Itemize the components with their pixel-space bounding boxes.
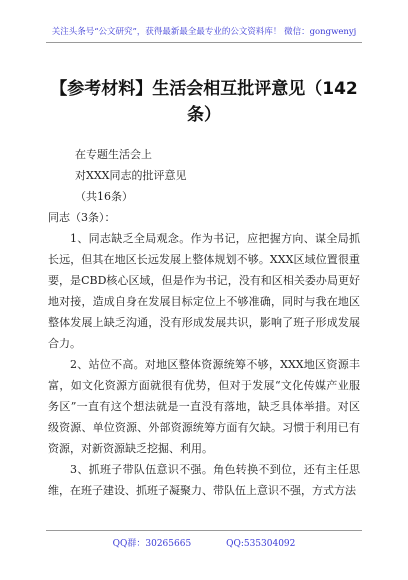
intro-line-meeting: 在专题生活会上: [75, 148, 152, 161]
paragraph-3: 3、抓班子带队伍意识不强。角色转换不到位，还有主任思维，在班子建设、抓班子凝聚力、带队伍上意识不强，方式方法: [48, 463, 360, 497]
paragraph-2: 2、站位不高。对地区整体资源统筹不够，XXX地区资源丰富，如文化资源方面就很有优势，但对于发展“文化传媒产业服务区”一直有这个想法就是一直没有落地，缺乏具体举措。对区级资源、单位资源、外部资源统筹方面有欠缺。习惯于利用已有资源，对新资源缺乏挖掘、利用。: [48, 358, 360, 455]
paragraph-1: 1、同志缺乏全局观念。作为书记，应把握方向、谋全局抓长远，但其在地区长远发展上整体规划不够。XXX区域位置很重要，是CBD核心区域，但是作为书记，没有和区相关委办局更好地对接，造成自身在发展目标定位上不够准确，同时与我在地区整体发展上缺乏沟通，没有形成发展共识，影响了班子形成发展合力。: [48, 232, 360, 350]
header-divider: [46, 42, 362, 43]
intro-line-subject: 对XXX同志的批评意见: [75, 169, 187, 182]
document-title: 【参考材料】生活会相互批评意见（142条）: [50, 79, 358, 125]
document-body: [48, 144, 360, 501]
footer-divider: [46, 530, 362, 531]
intro-line-count: （共16条）: [75, 190, 133, 203]
salutation: 同志（3条）：: [48, 211, 116, 224]
header-promo-note: 关注头条号“公文研究”，获得最新最全最专业的公文资料库！ 微信：gongwenyj: [51, 27, 357, 37]
footer-qq: QQ:535304092: [226, 539, 296, 549]
footer-qq-group: QQ群：30265665: [112, 539, 192, 549]
footer-contact: [0, 536, 408, 549]
